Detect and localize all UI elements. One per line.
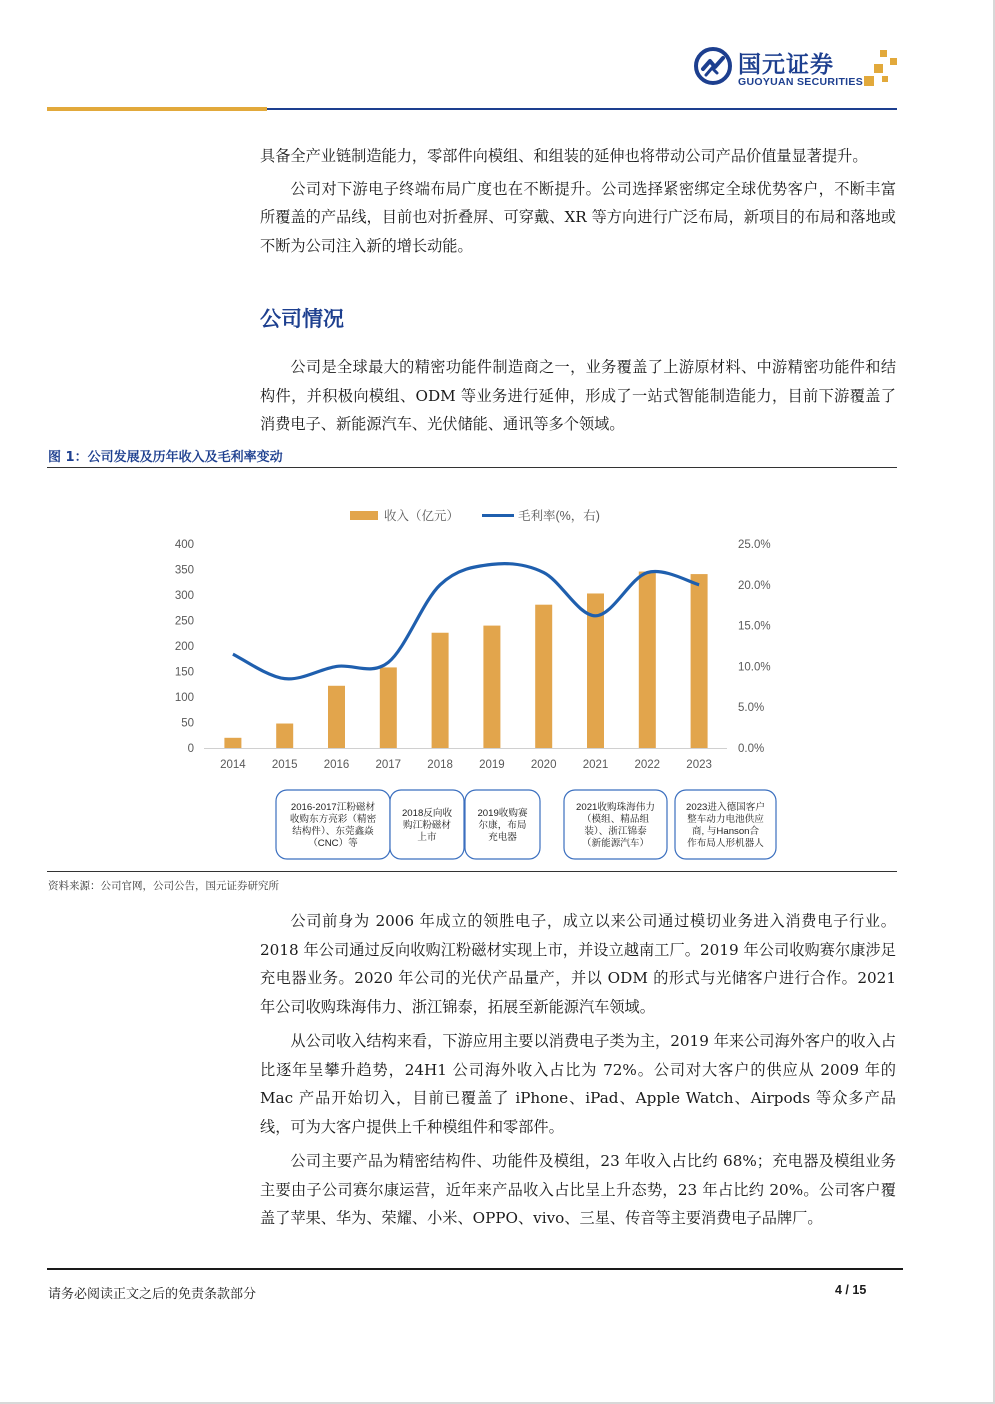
header-rule-accent — [47, 107, 267, 111]
legend-swatch-revenue — [350, 511, 378, 520]
x-tick-label: 2019 — [479, 759, 505, 771]
disclaimer-note: 请务必阅读正文之后的免责条款部分 — [48, 1287, 257, 1302]
revenue-bar — [276, 724, 293, 748]
header-rule — [267, 108, 897, 110]
y-left-tick-label: 150 — [174, 666, 194, 679]
logo-squares-icon — [864, 50, 898, 86]
revenue-bar — [432, 633, 449, 748]
logo-emblem-icon — [694, 47, 732, 85]
revenue-bar — [224, 738, 241, 748]
y-left-tick-label: 100 — [174, 692, 194, 704]
figure-caption: 图 1：公司发展及历年收入及毛利率变动 — [48, 450, 283, 465]
annotation-line: 2016-2017江粉磁材 — [290, 802, 376, 813]
logo-text-cn: 国元证券 — [738, 52, 834, 78]
figure-rule-bottom — [47, 871, 897, 872]
x-tick-label: 2022 — [634, 759, 661, 771]
annotation-line: 结构件）、东莞鑫焱 — [292, 826, 374, 837]
x-tick-label: 2021 — [582, 759, 609, 771]
annotation-line: 作布局人形机器人 — [687, 838, 764, 849]
y-left-tick-label: 350 — [174, 564, 194, 577]
x-tick-label: 2023 — [686, 759, 712, 771]
annotation-line: 2018反向收 — [401, 808, 453, 819]
margin-line — [233, 564, 699, 679]
x-tick-label: 2015 — [271, 759, 298, 771]
section-paragraph-1: 公司是全球最大的精密功能件制造商之一，业务覆盖了上游原材料、中游精密功能件和结构件，并积极向模组、ODM 等业务进行延伸，形成了一站式智能制造能力，目前下游覆盖了消费电子、新能源汽车、光伏储能、通讯等多个领域。 — [260, 358, 896, 433]
body-paragraph-1: 公司前身为 2006 年成立的领胜电子，成立以来公司通过模切业务进入消费电子行业。2018 年公司通过反向收购江粉磁材实现上市，并设立越南工厂。2019 年公司收购赛尔康涉足充电器业务。2020 年公司的光伏产品量产，并以 ODM 的形式与光储客户进行合作。2021 年公司收购珠海伟力、浙江锦泰，拓展至新能源汽车领域。 — [260, 912, 896, 1016]
revenue-bar — [535, 605, 552, 748]
annotation-a4 — [564, 790, 667, 859]
x-tick-label: 2014 — [220, 759, 246, 771]
intro-paragraph-1: 具备全产业链制造能力，零部件向模组、和组装的延伸也将带动公司产品价值量显著提升。 — [260, 147, 868, 165]
revenue-bar — [639, 572, 656, 748]
figure-source: 资料来源：公司官网，公司公告，国元证券研究所 — [48, 880, 279, 892]
annotation-a3 — [465, 790, 540, 859]
intro-text — [260, 142, 896, 260]
y-left-tick-label: 50 — [181, 717, 194, 730]
y-left-tick-label: 400 — [174, 539, 194, 551]
y-left-tick-label: 300 — [174, 590, 194, 602]
logo-text-en: GUOYUAN SECURITIES — [738, 76, 863, 88]
figure-rule-top — [47, 467, 897, 468]
y-right-tick-label: 0.0% — [738, 743, 765, 755]
annotation-a1 — [276, 790, 390, 859]
y-right-tick-label: 15.0% — [738, 620, 771, 633]
annotation-line: 充电器 — [488, 832, 517, 843]
annotation-line: （新能源汽车） — [581, 838, 650, 849]
chart-legend — [350, 508, 600, 523]
y-right-tick-label: 10.0% — [738, 661, 771, 674]
annotation-line: 收购东方亮彩（精密 — [289, 814, 377, 825]
annotation-a5 — [675, 790, 776, 859]
annotation-line: 2019收购赛 — [477, 808, 528, 819]
revenue-bar — [380, 667, 397, 748]
annotation-line: 尔康，布局 — [478, 820, 527, 831]
annotation-line: 整车动力电池供应 — [687, 814, 764, 825]
y-left-tick-label: 0 — [187, 743, 194, 755]
annotation-line: 装）、浙江锦泰 — [584, 826, 647, 837]
y-left-tick-label: 250 — [174, 615, 194, 628]
y-right-tick-label: 25.0% — [738, 539, 771, 551]
body-paragraph-2: 从公司收入结构来看，下游应用主要以消费电子类为主，2019 年来公司海外客户的收入占比逐年呈攀升趋势，24H1 公司海外收入占比为 72%。公司对大客户的供应从 2009 年的 Mac 产品开始切入，目前已覆盖了 iPhone、iPad、Apple Watch、Airpods 等众多产品线，可为大客户提供上千种模组件和零部件。 — [260, 1032, 896, 1136]
revenue-bar — [483, 626, 500, 748]
x-tick-label: 2016 — [323, 759, 350, 771]
footer-rule — [47, 1268, 903, 1270]
y-right-tick-label: 20.0% — [738, 579, 771, 592]
annotation-line: （CNC）等 — [308, 838, 358, 849]
x-tick-label: 2020 — [530, 759, 557, 771]
legend-label-margin: 毛利率(%，右) — [518, 509, 600, 523]
body-text — [260, 907, 896, 1233]
section-title: 公司情况 — [260, 307, 344, 331]
company-logo — [694, 44, 904, 94]
annotation-line: （模组、精品组 — [581, 814, 650, 825]
section-text — [260, 353, 896, 439]
revenue-bar — [328, 686, 345, 748]
intro-paragraph-2: 公司对下游电子终端布局广度也在不断提升。公司选择紧密绑定全球优势客户，不断丰富所覆盖的产品线，目前也对折叠屏、可穿戴、XR 等方向进行广泛布局，新项目的布局和落地或不断为公司注入新的增长动能。 — [260, 179, 896, 255]
annotation-line: 购江粉磁材 — [403, 820, 451, 831]
x-tick-label: 2017 — [375, 759, 402, 771]
y-right-tick-label: 5.0% — [738, 702, 765, 715]
legend-label-revenue: 收入（亿元） — [384, 509, 460, 523]
body-paragraph-3: 公司主要产品为精密结构件、功能件及模组，23 年收入占比约 68%；充电器及模组业务主要由子公司赛尔康运营，近年来产品收入占比呈上升态势，23 年占比约 20%。公司客户覆盖了苹果、华为、荣耀、小米、OPPO、vivo、三星、传音等主要消费电子品牌厂。 — [260, 1152, 896, 1227]
revenue-margin-chart — [47, 480, 897, 865]
y-left-tick-label: 200 — [174, 641, 194, 653]
annotation-a2 — [390, 790, 464, 859]
x-tick-label: 2018 — [427, 759, 453, 771]
annotation-line: 上市 — [417, 832, 437, 843]
annotation-line: 2023进入德国客户 — [686, 802, 765, 813]
annotation-line: 商, 与Hanson合 — [691, 826, 760, 837]
page-number: 4 / 15 — [835, 1283, 867, 1297]
annotation-line: 2021收购珠海伟力 — [576, 802, 655, 813]
revenue-bar — [691, 574, 708, 748]
